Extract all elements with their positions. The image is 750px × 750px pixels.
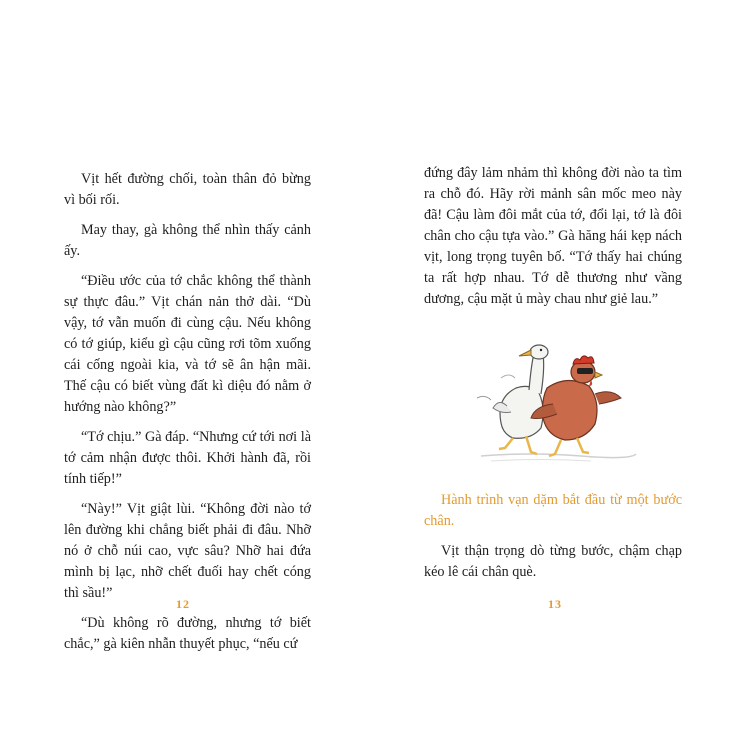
left-text-column	[64, 169, 311, 664]
paragraph: Vịt hết đường chối, toàn thân đỏ bừng vì bối rối.	[64, 171, 311, 208]
paragraph: “Tớ chịu.” Gà đáp. “Nhưng cứ tới nơi là tớ cảm nhận được thôi. Khởi hành đã, rồi tính tiếp!”	[64, 429, 311, 487]
quote: Hành trình vạn dặm bắt đầu từ một bước chân.	[424, 492, 682, 529]
paragraph: “Dù không rõ đường, nhưng tớ biết chắc,” gà kiên nhẫn thuyết phục, “nếu cứ	[64, 615, 311, 652]
paragraph: “Này!” Vịt giật lùi. “Không đời nào tớ lên đường khi chẳng biết phải đi đâu. Nhỡ nó ở chỗ núi cao, vực sâu? Nhỡ hai đứa mình bị lạc, nhỡ chết đuối hay chết cóng thì sầu!”	[64, 501, 311, 601]
duck-and-hen-illustration	[471, 328, 641, 468]
right-text-column-top	[424, 163, 682, 319]
paragraph: “Điều ước của tớ chắc không thể thành sự thực đâu.” Vịt chán nản thở dài. “Dù vậy, tớ vẫn muốn đi cùng cậu. Nếu không có tớ giúp, kiểu gì cậu cũng rơi tõm xuống cái cống ngoài kia, và tớ sẽ ân hận mãi. Thế cậu có biết vùng đất kì diệu đó nằm ở hướng nào không?”	[64, 273, 311, 415]
paragraph: May thay, gà không thể nhìn thấy cảnh ấy.	[64, 222, 311, 259]
right-page	[375, 0, 750, 750]
right-text-column-bottom	[424, 490, 682, 592]
page-number-left: 12	[176, 597, 190, 611]
paragraph: Vịt thận trọng dò từng bước, chậm chạp kéo lê cái chân què.	[424, 543, 682, 580]
paragraph-continuation: đứng đây lảm nhảm thì không đời nào ta tìm ra chỗ đó. Hãy rời mảnh sân mốc meo này đã! Cậu làm đôi mắt của tớ, đổi lại, tớ là đôi chân cho cậu tựa vào.” Gà hăng hái kẹp nách vịt, long trọng tuyên bố. “Tớ thấy hai chúng ta rất hợp nhau. Tớ dễ thương như vầng dương, cậu mặt ủ mày chau như giẻ lau.”	[424, 165, 682, 307]
page-number-right: 13	[548, 597, 562, 611]
